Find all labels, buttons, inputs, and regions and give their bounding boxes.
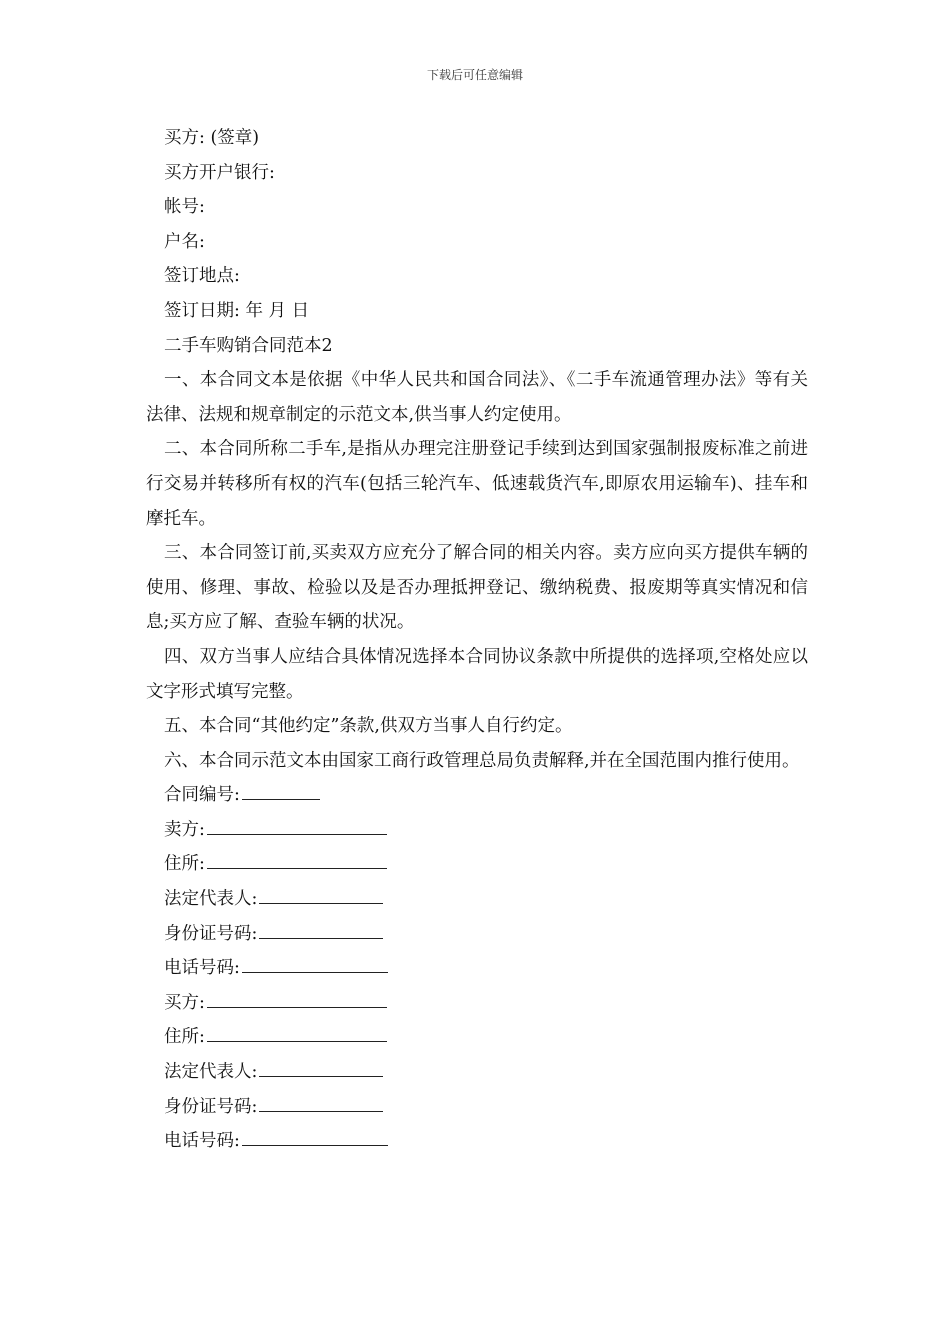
document-body [146, 121, 808, 1159]
buyer-bank-line: 买方开户银行: [164, 162, 275, 183]
field-label: 电话号码: [164, 958, 240, 979]
blank-field[interactable] [207, 1025, 387, 1043]
blank-field[interactable] [242, 783, 320, 801]
clause-paragraph-5: 五、本合同“其他约定”条款,供双方当事人自行约定。 [164, 716, 573, 737]
form-field-buyer [146, 986, 808, 1021]
field-label: 身份证号码: [164, 923, 258, 944]
field-label: 身份证号码: [164, 1096, 258, 1117]
form-field-buyer-id [146, 1090, 808, 1125]
signing-place-line: 签订地点: [164, 266, 240, 287]
blank-field[interactable] [242, 956, 388, 974]
field-label: 法定代表人: [164, 1062, 258, 1083]
form-field-seller-address [146, 847, 808, 882]
clause-paragraph-2: 二、本合同所称二手车,是指从办理完注册登记手续到达到国家强制报废标准之前进行交易并转移所有权的汽车(包括三轮汽车、低速载货汽车,即原农用运输车)、挂车和摩托车。 [146, 439, 808, 529]
form-field-seller [146, 813, 808, 848]
page-header: 下载后可任意编辑 [426, 68, 523, 82]
clause-paragraph-6: 六、本合同示范文本由国家工商行政管理总局负责解释,并在全国范围内推行使用。 [164, 750, 800, 771]
blank-field[interactable] [259, 1059, 383, 1077]
blank-field[interactable] [259, 1094, 383, 1112]
form-field-seller-representative [146, 882, 808, 917]
blank-field[interactable] [207, 852, 387, 870]
form-field-seller-id [146, 917, 808, 952]
blank-field[interactable] [207, 990, 387, 1008]
field-label: 合同编号: [164, 785, 240, 806]
blank-field[interactable] [259, 886, 383, 904]
blank-field[interactable] [259, 921, 383, 939]
account-name-line: 户名: [164, 231, 205, 252]
field-label: 电话号码: [164, 1131, 240, 1152]
clause-paragraph-3: 三、本合同签订前,买卖双方应充分了解合同的相关内容。卖方应向买方提供车辆的使用、修理、事故、检验以及是否办理抵押登记、缴纳税费、报废期等真实情况和信息;买方应了解、查验车辆的状况。 [146, 543, 808, 633]
field-label: 住所: [164, 1027, 205, 1048]
clause-paragraph-4: 四、双方当事人应结合具体情况选择本合同协议条款中所提供的选择项,空格处应以文字形式填写完整。 [146, 646, 808, 702]
blank-field[interactable] [207, 817, 387, 835]
form-field-buyer-representative [146, 1055, 808, 1090]
clause-paragraph-1: 一、本合同文本是依据《中华人民共和国合同法》、《二手车流通管理办法》等有关法律、法规和规章制定的示范文本,供当事人约定使用。 [146, 370, 808, 425]
blank-field[interactable] [242, 1129, 388, 1147]
buyer-signature-line: 买方: (签章) [164, 128, 260, 148]
field-label: 买方: [164, 992, 205, 1013]
form-field-seller-phone [146, 951, 808, 986]
section-title: 二手车购销合同范本2 [164, 335, 333, 356]
signing-date-line: 签订日期: 年 月 日 [164, 300, 310, 321]
field-label: 法定代表人: [164, 889, 258, 910]
field-label: 卖方: [164, 819, 205, 840]
account-number-line: 帐号: [164, 197, 205, 218]
form-field-buyer-address [146, 1020, 808, 1055]
form-field-buyer-phone [146, 1124, 808, 1159]
form-field-contract-number [146, 778, 808, 813]
field-label: 住所: [164, 854, 205, 875]
